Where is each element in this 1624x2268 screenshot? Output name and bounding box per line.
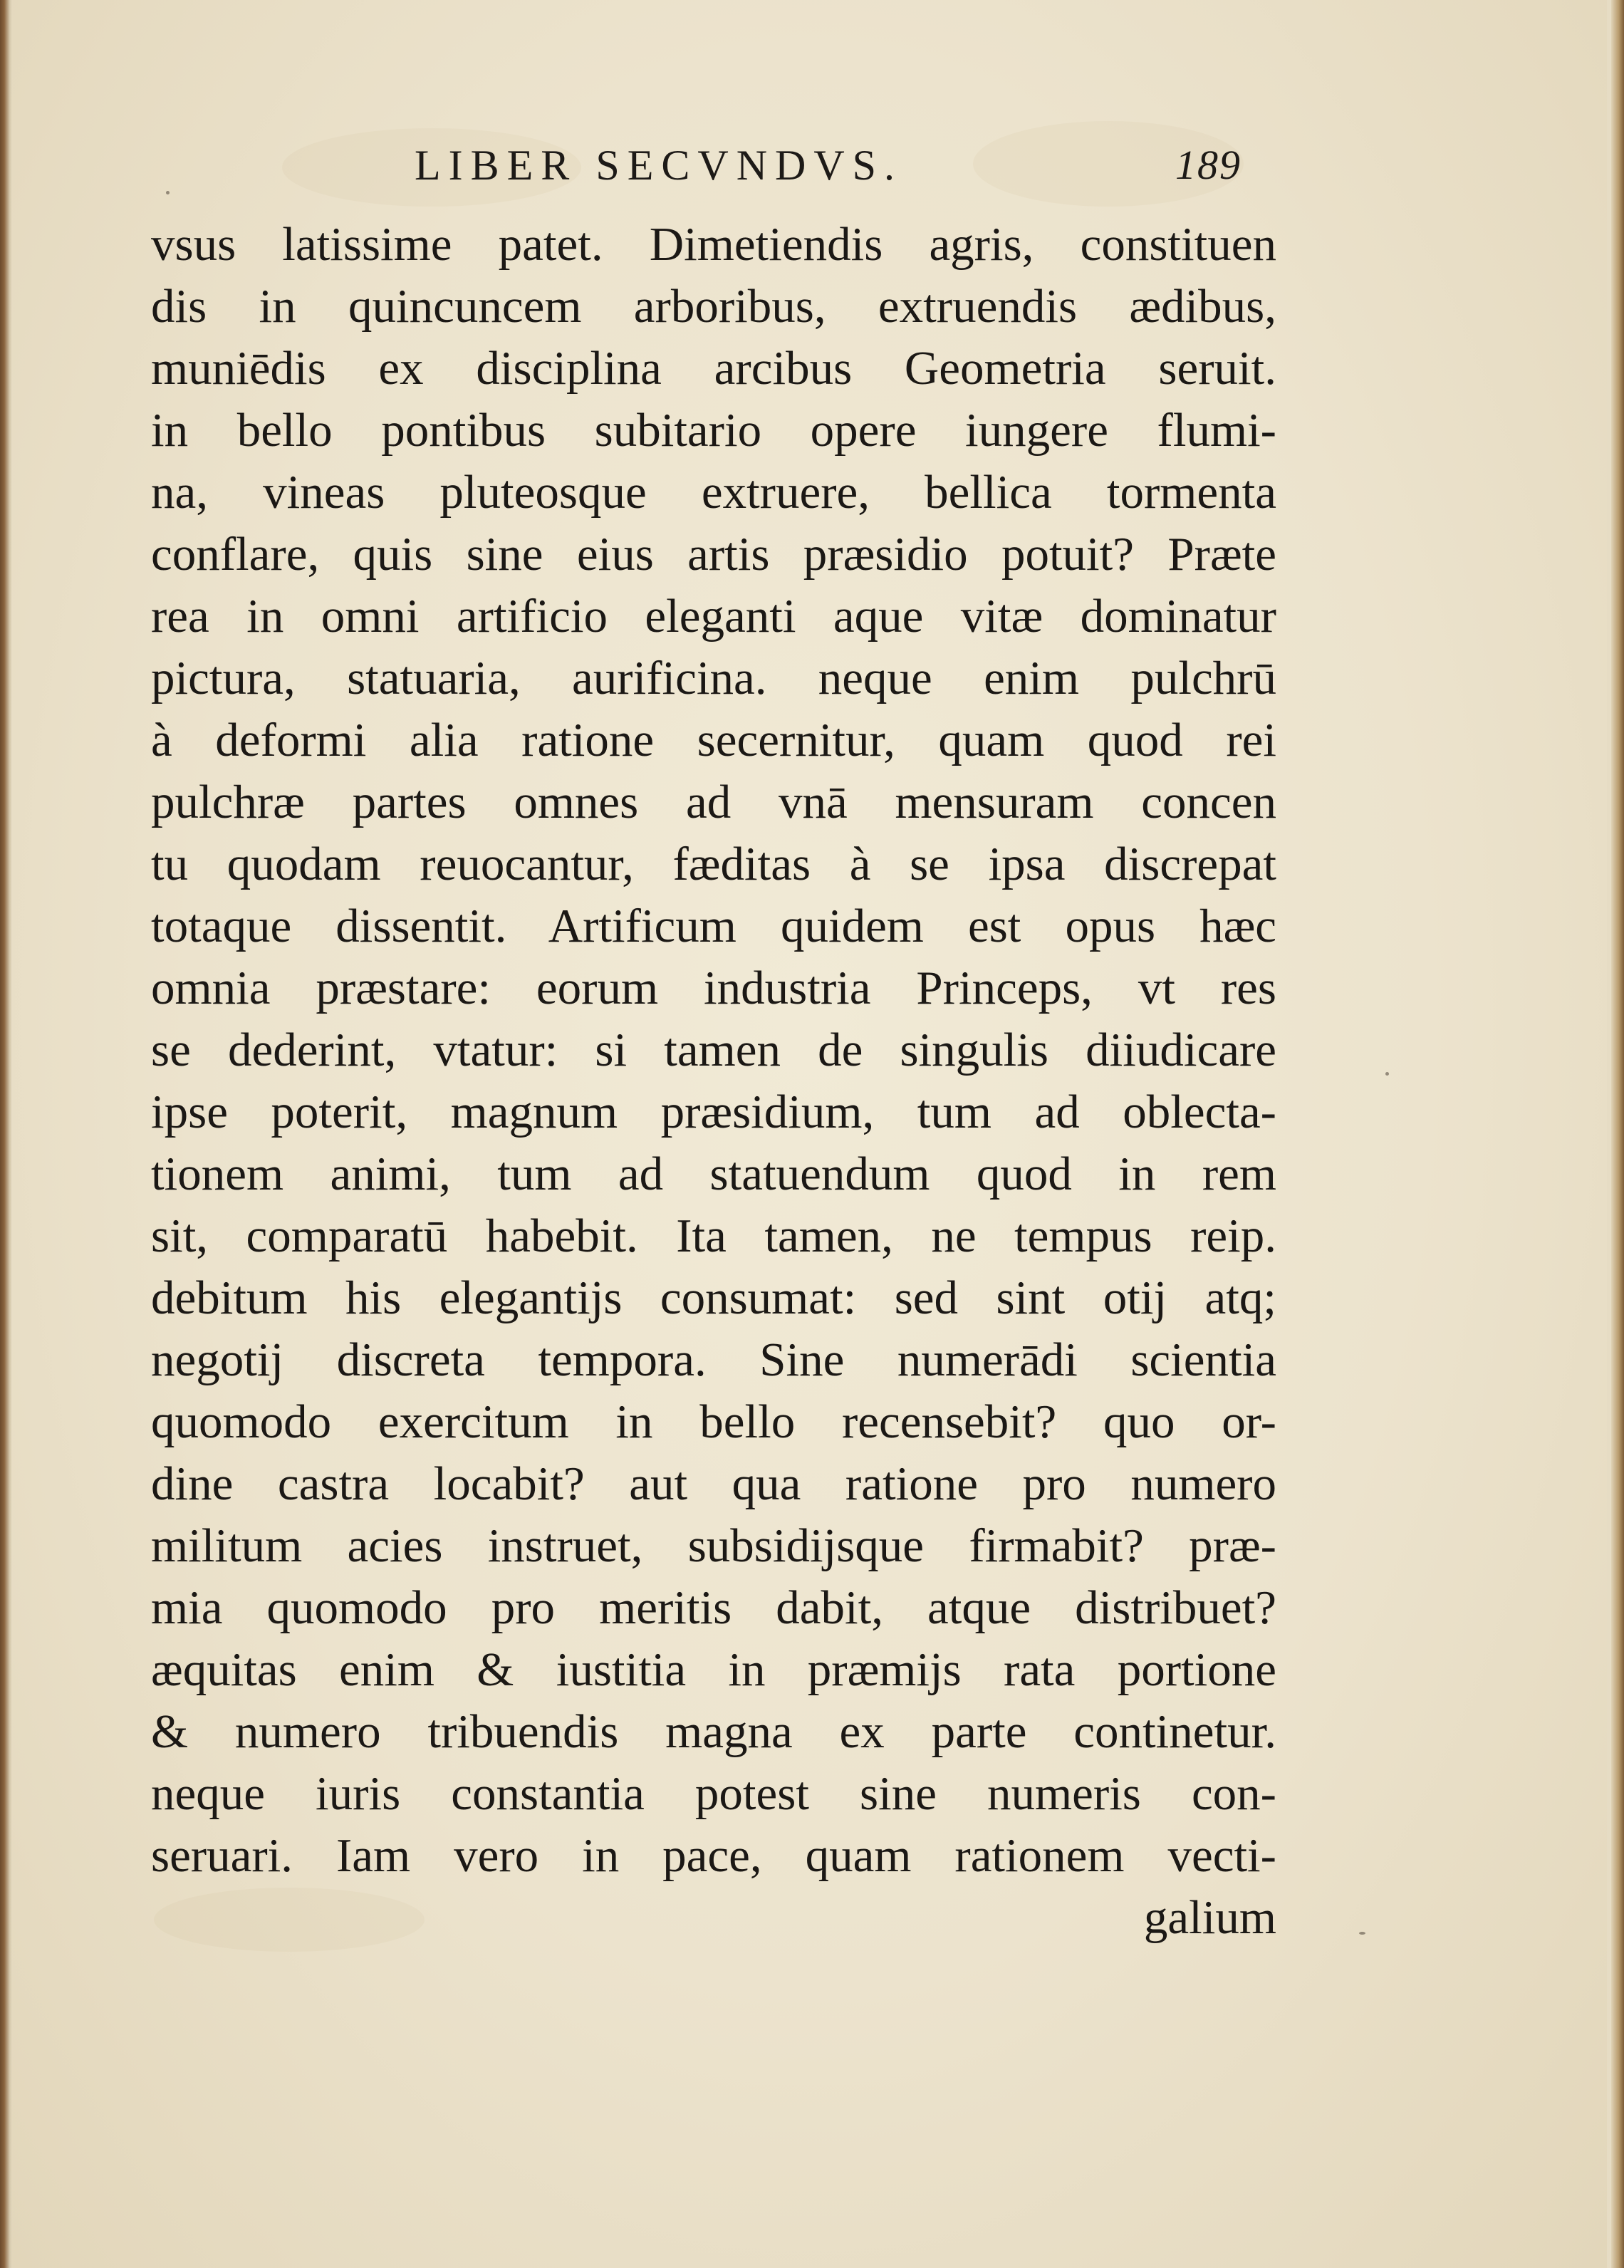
text-line: mia quomodo pro meritis dabit, atque distribuet? — [151, 1581, 1276, 1634]
page-right-edge — [1611, 0, 1624, 2268]
text-line: sit, comparatū habebit. Ita tamen, ne tempus reip. — [151, 1210, 1276, 1262]
text-line: tu quodam reuocantur, fæditas à se ipsa discrepat — [151, 838, 1276, 890]
text-line: negotij discreta tempora. Sine numerādi scientia — [151, 1333, 1276, 1386]
text-line: à deformi alia ratione secernitur, quam quod rei — [151, 714, 1276, 766]
text-line: neque iuris constantia potest sine numeris con- — [151, 1767, 1276, 1820]
text-line: pictura, statuaria, aurificina. neque enim pulchrū — [151, 652, 1276, 704]
page-number: 189 — [1175, 142, 1242, 188]
text-line: militum acies instruet, subsidijsque firmabit? præ- — [151, 1519, 1276, 1572]
text-line: rea in omni artificio eleganti aque vitæ dominatur — [151, 590, 1276, 643]
page-header — [164, 141, 1275, 198]
text-line: conflare, quis sine eius artis præsidio potuit? Præte — [151, 528, 1276, 581]
ink-speck — [1359, 1932, 1365, 1935]
running-head: LIBER SECVNDVS. — [415, 142, 903, 189]
body-text — [151, 214, 1276, 1949]
text-line: dine castra locabit? aut qua ratione pro numero — [151, 1457, 1276, 1510]
text-line: omnia præstare: eorum industria Princeps, vt res — [151, 962, 1276, 1014]
text-line: totaque dissentit. Artificum quidem est opus hæc — [151, 900, 1276, 952]
text-line: quomodo exercitum in bello recensebit? quo or- — [151, 1395, 1276, 1448]
text-line: æquitas enim & iustitia in præmijs rata portione — [151, 1643, 1276, 1696]
text-line: seruari. Iam vero in pace, quam rationem vecti- — [151, 1829, 1276, 1882]
text-line: debitum his elegantijs consumat: sed sint otij atq; — [151, 1271, 1276, 1324]
catchword: galium — [1143, 1891, 1276, 1944]
ink-speck — [166, 191, 170, 194]
text-line: se dederint, vtatur: si tamen de singulis diiudicare — [151, 1024, 1276, 1076]
text-line: dis in quincuncem arboribus, extruendis ædibus, — [151, 280, 1276, 333]
text-line: muniēdis ex disciplina arcibus Geometria seruit. — [151, 342, 1276, 395]
ink-speck — [1385, 1072, 1389, 1076]
text-line: tionem animi, tum ad statuendum quod in rem — [151, 1148, 1276, 1200]
text-line: na, vineas pluteosque extruere, bellica tormenta — [151, 466, 1276, 519]
text-line: vsus latissime patet. Dimetiendis agris, constituen — [151, 218, 1276, 271]
text-line: ipse poterit, magnum præsidium, tum ad oblecta- — [151, 1086, 1276, 1138]
text-line: in bello pontibus subitario opere iungere flumi- — [151, 404, 1276, 457]
text-line: & numero tribuendis magna ex parte continetur. — [151, 1705, 1276, 1758]
text-line: pulchræ partes omnes ad vnā mensuram concen — [151, 776, 1276, 828]
